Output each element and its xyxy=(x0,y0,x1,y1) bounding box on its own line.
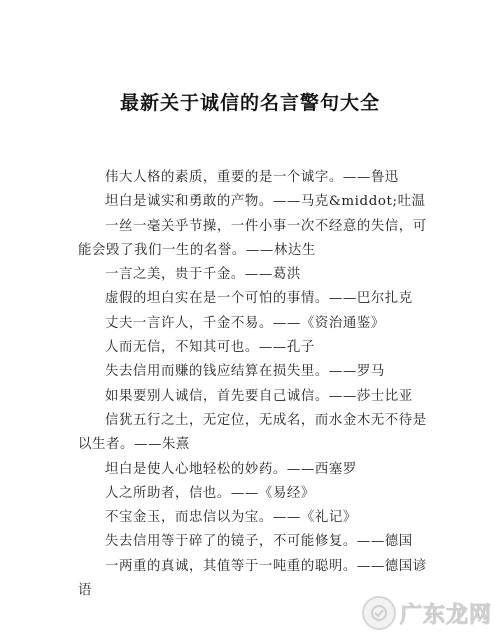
quote-paragraph: 人之所助者，信也。——《易经》 xyxy=(105,485,315,501)
quote-paragraph: 伟大人格的素质，重要的是一个诚字。——鲁迅 xyxy=(105,170,399,185)
document-title: 最新关于诚信的名言警句大全 xyxy=(119,92,380,114)
watermark-logo-icon xyxy=(362,596,396,630)
quote-paragraph: 丈夫一言许人，千金不易。——《资治通鉴》 xyxy=(105,315,385,331)
quote-paragraph: 失去信用等于碎了的镜子，不可能修复。——德国 xyxy=(105,534,413,550)
document-body xyxy=(78,166,428,603)
quote-paragraph: 虚假的坦白实在是一个可怕的事情。——巴尔扎克 xyxy=(105,291,413,307)
quote-paragraph: 如果要别人诚信，首先要自己诚信。——莎士比亚 xyxy=(105,388,413,404)
site-watermark xyxy=(362,596,492,630)
quote-paragraph: 一两重的真诚，其值等于一吨重的聪明。——德国谚语 xyxy=(78,558,427,599)
quote-paragraph: 坦白是使人心地轻松的妙药。——西塞罗 xyxy=(105,461,357,477)
quote-paragraph: 坦白是诚实和勇敢的产物。——马克&middot;吐温 xyxy=(105,194,426,210)
watermark-text: 广东龙网 xyxy=(399,602,492,628)
quote-paragraph: 信犹五行之土，无定位，无成名，而水金木无不待是以生者。——朱熹 xyxy=(78,412,427,453)
quote-paragraph: 失去信用而赚的钱应结算在损失里。——罗马 xyxy=(105,364,385,380)
quote-paragraph: 一丝一毫关乎节操，一件小事一次不经意的失信，可能会毁了我们一生的名誉。——林达生 xyxy=(78,218,427,258)
quote-paragraph: 一言之美，贵于千金。——葛洪 xyxy=(105,267,301,283)
quote-paragraph: 不宝金玉，而忠信以为宝。——《礼记》 xyxy=(105,510,357,526)
quote-paragraph: 人而无信，不知其可也。——孔子 xyxy=(105,340,315,356)
